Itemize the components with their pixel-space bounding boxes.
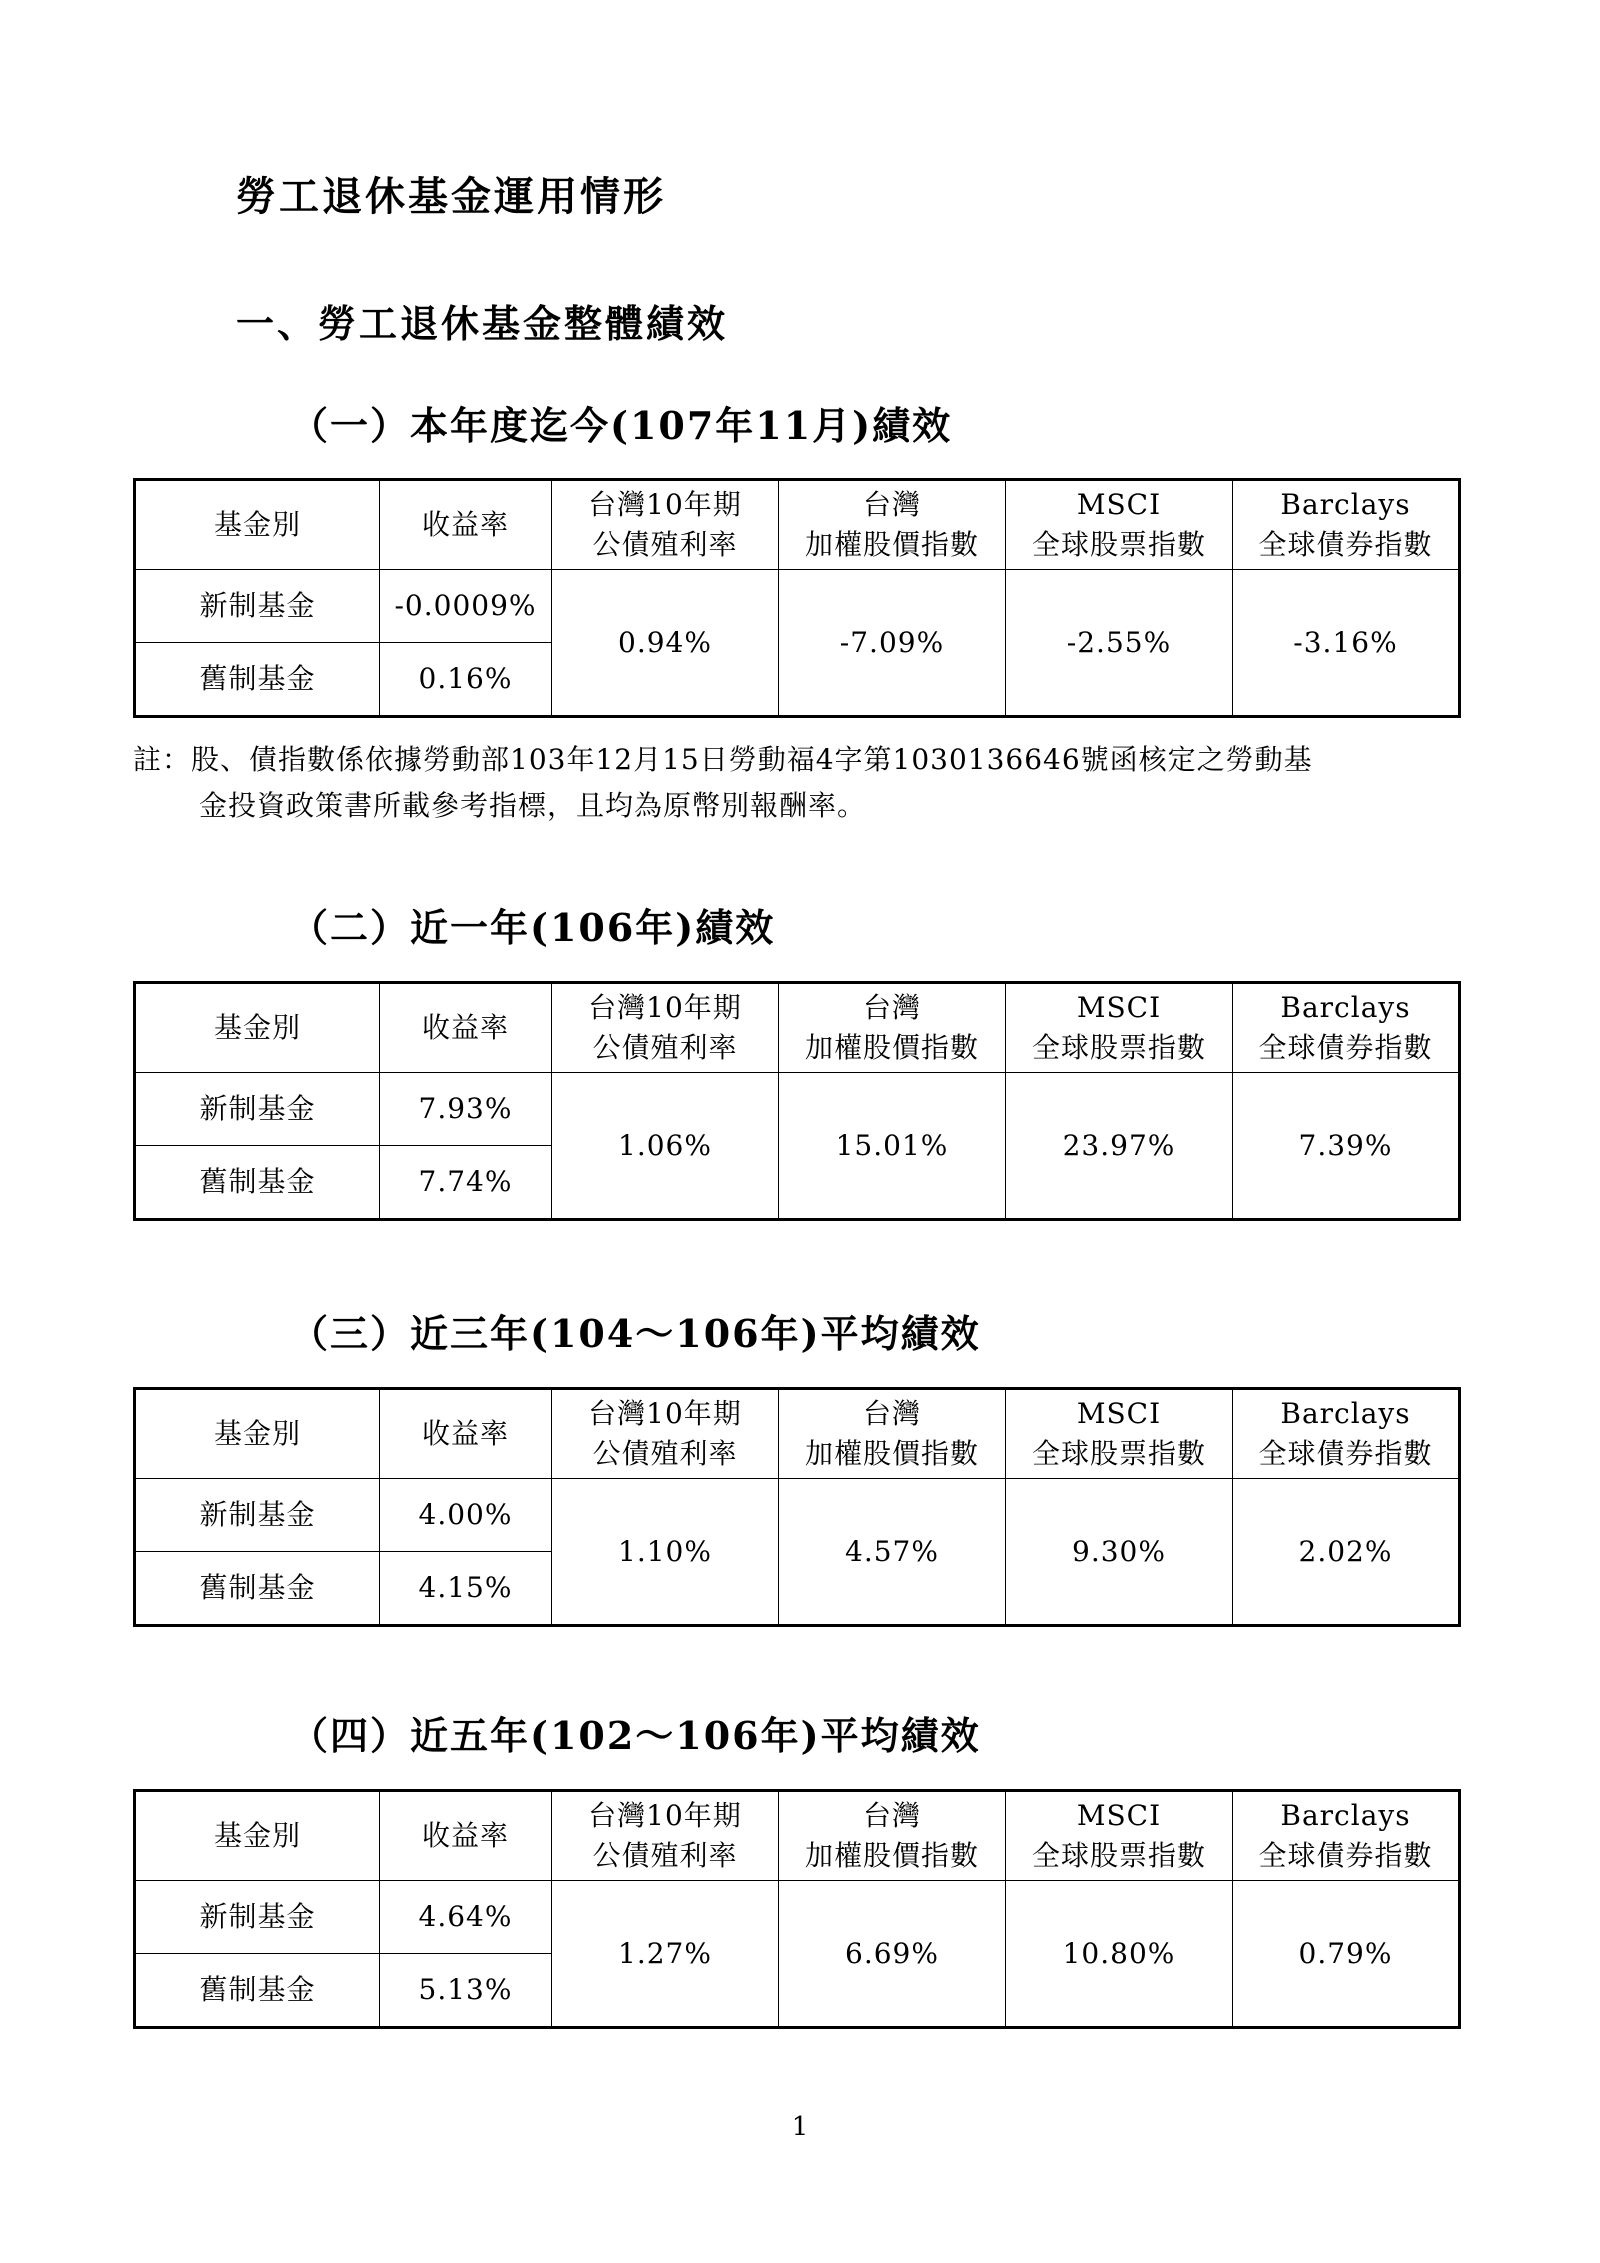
bond-yield-value: 0.94% (552, 570, 779, 717)
note-line2: 金投資政策書所載參考指標，且均為原幣別報酬率。 (199, 789, 867, 822)
header-msci-line2: 全球股票指數 (1031, 1031, 1206, 1064)
header-barclays-line2: 全球債券指數 (1258, 1437, 1433, 1470)
table-header-row (135, 480, 1460, 570)
header-barclays-line1: Barclays (1280, 488, 1411, 521)
header-taiex (779, 1389, 1006, 1479)
header-barclays-line1: Barclays (1280, 1397, 1411, 1430)
table-header-row (135, 1791, 1460, 1881)
header-barclays-line1: Barclays (1280, 991, 1411, 1024)
barclays-value: 2.02% (1233, 1479, 1460, 1626)
table-1-heading: （一）本年度迄今(107年11月)績效 (290, 403, 953, 448)
performance-table-one-year (133, 981, 1461, 1221)
return-new: 4.00% (380, 1479, 552, 1552)
msci-value: 23.97% (1006, 1073, 1233, 1220)
header-msci-line1: MSCI (1076, 1799, 1162, 1832)
header-bond-line2: 公債殖利率 (592, 1839, 738, 1872)
header-bond (552, 480, 779, 570)
header-barclays (1233, 1389, 1460, 1479)
performance-table-three-year (133, 1387, 1461, 1627)
header-fund: 基金別 (135, 1389, 380, 1479)
barclays-value: 7.39% (1233, 1073, 1460, 1220)
header-taiex-line2: 加權股價指數 (804, 528, 979, 561)
header-barclays-line2: 全球債券指數 (1258, 1839, 1433, 1872)
bond-yield-value: 1.10% (552, 1479, 779, 1626)
header-msci (1006, 1791, 1233, 1881)
header-msci-line2: 全球股票指數 (1031, 528, 1206, 561)
table-header-row (135, 1389, 1460, 1479)
return-new: 4.64% (380, 1881, 552, 1954)
header-bond (552, 1791, 779, 1881)
bond-yield-value: 1.27% (552, 1881, 779, 2028)
taiex-value: 6.69% (779, 1881, 1006, 2028)
header-msci (1006, 983, 1233, 1073)
header-barclays-line2: 全球債券指數 (1258, 1031, 1433, 1064)
return-new: -0.0009% (380, 570, 552, 643)
taiex-value: -7.09% (779, 570, 1006, 717)
table-note (133, 737, 1463, 829)
header-taiex (779, 983, 1006, 1073)
performance-table-ytd (133, 478, 1461, 718)
header-return: 收益率 (380, 480, 552, 570)
table-row (135, 1073, 1460, 1146)
fund-name-new: 新制基金 (135, 1073, 380, 1146)
header-msci (1006, 480, 1233, 570)
document-title: 勞工退休基金運用情形 (236, 173, 666, 220)
header-fund: 基金別 (135, 480, 380, 570)
msci-value: -2.55% (1006, 570, 1233, 717)
header-fund: 基金別 (135, 1791, 380, 1881)
header-bond-line1: 台灣10年期 (588, 991, 742, 1024)
table-3-heading: （三）近三年(104～106年)平均績效 (290, 1311, 981, 1356)
taiex-value: 15.01% (779, 1073, 1006, 1220)
bond-yield-value: 1.06% (552, 1073, 779, 1220)
header-taiex-line2: 加權股價指數 (804, 1437, 979, 1470)
header-barclays-line2: 全球債券指數 (1258, 528, 1433, 561)
header-bond-line1: 台灣10年期 (588, 1799, 742, 1832)
msci-value: 9.30% (1006, 1479, 1233, 1626)
msci-value: 10.80% (1006, 1881, 1233, 2028)
header-taiex (779, 480, 1006, 570)
return-old: 5.13% (380, 1954, 552, 2028)
return-new: 7.93% (380, 1073, 552, 1146)
header-bond-line2: 公債殖利率 (592, 1031, 738, 1064)
header-msci-line1: MSCI (1076, 1397, 1162, 1430)
return-old: 4.15% (380, 1552, 552, 1626)
header-msci-line2: 全球股票指數 (1031, 1437, 1206, 1470)
header-msci (1006, 1389, 1233, 1479)
header-bond-line1: 台灣10年期 (588, 1397, 742, 1430)
table-row (135, 570, 1460, 643)
taiex-value: 4.57% (779, 1479, 1006, 1626)
header-bond-line2: 公債殖利率 (592, 528, 738, 561)
header-taiex-line2: 加權股價指數 (804, 1031, 979, 1064)
table-row (135, 1479, 1460, 1552)
fund-name-old: 舊制基金 (135, 1954, 380, 2028)
barclays-value: 0.79% (1233, 1881, 1460, 2028)
header-barclays (1233, 480, 1460, 570)
table-2-heading: （二）近一年(106年)績效 (290, 905, 776, 950)
header-bond (552, 1389, 779, 1479)
header-taiex-line1: 台灣 (862, 1397, 921, 1430)
header-taiex-line1: 台灣 (862, 1799, 921, 1832)
performance-table-five-year (133, 1789, 1461, 2029)
fund-name-old: 舊制基金 (135, 643, 380, 717)
table-header-row (135, 983, 1460, 1073)
header-return: 收益率 (380, 1791, 552, 1881)
header-msci-line2: 全球股票指數 (1031, 1839, 1206, 1872)
note-line1: 註：股、債指數係依據勞動部103年12月15日勞動福4字第1030136646號函核定之勞動基 (133, 743, 1313, 776)
section-title: 一、勞工退休基金整體績效 (236, 301, 729, 346)
return-old: 7.74% (380, 1146, 552, 1220)
header-taiex-line1: 台灣 (862, 488, 921, 521)
fund-name-new: 新制基金 (135, 1881, 380, 1954)
header-bond-line2: 公債殖利率 (592, 1437, 738, 1470)
table-4-heading: （四）近五年(102～106年)平均績效 (290, 1713, 981, 1758)
return-old: 0.16% (380, 643, 552, 717)
header-msci-line1: MSCI (1076, 991, 1162, 1024)
header-bond (552, 983, 779, 1073)
fund-name-new: 新制基金 (135, 570, 380, 643)
header-taiex-line1: 台灣 (862, 991, 921, 1024)
header-barclays-line1: Barclays (1280, 1799, 1411, 1832)
header-return: 收益率 (380, 1389, 552, 1479)
fund-name-old: 舊制基金 (135, 1146, 380, 1220)
table-row (135, 1881, 1460, 1954)
header-taiex-line2: 加權股價指數 (804, 1839, 979, 1872)
header-barclays (1233, 983, 1460, 1073)
header-taiex (779, 1791, 1006, 1881)
header-fund: 基金別 (135, 983, 380, 1073)
header-msci-line1: MSCI (1076, 488, 1162, 521)
fund-name-old: 舊制基金 (135, 1552, 380, 1626)
header-bond-line1: 台灣10年期 (588, 488, 742, 521)
barclays-value: -3.16% (1233, 570, 1460, 717)
page-number: 1 (791, 2112, 809, 2142)
fund-name-new: 新制基金 (135, 1479, 380, 1552)
header-barclays (1233, 1791, 1460, 1881)
header-return: 收益率 (380, 983, 552, 1073)
